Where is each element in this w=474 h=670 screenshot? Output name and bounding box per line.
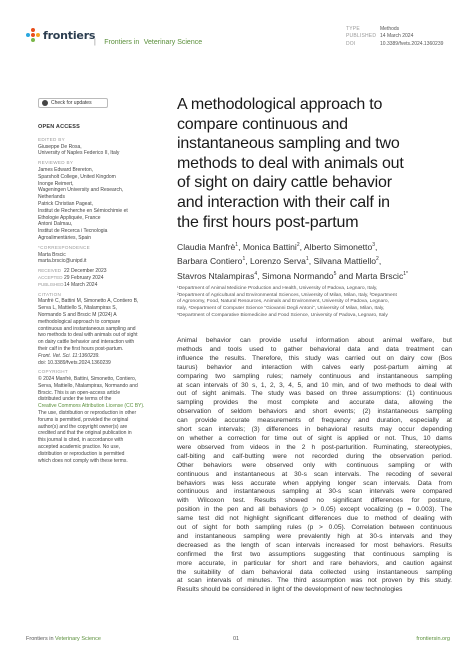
copyright-line: distribution or reproduction is permitted [38,450,125,457]
citation-line: methodological approach to compare [38,318,121,325]
citation-block [38,298,166,366]
reviewer-line: Patrick Christian Pageat, [38,200,94,207]
title-line: of sight on dairy cattle behavior [177,174,392,192]
edited-by-line: Giuseppe De Rosa, [38,143,82,150]
affiliation-line: ¹Department of Animal Medicine Production and Health, University of Padova, Legnaro, Italy, [177,286,378,291]
published-date-value: 14 March 2024 [64,281,98,288]
title-line: instantaneous sampling and two [177,135,400,153]
abstract-line: taurus) behavior and interaction with calves early post-partum aiming at [177,363,452,371]
page-number: 01 [233,636,240,642]
copyright-line: The use, distribution or reproduction in other [38,410,137,417]
title-line: methods to deal with animals out [177,154,404,172]
published-label: PUBLISHED [346,33,377,40]
correspondence-block [38,252,166,266]
abstract-line: behaviors was less accurate when applying longer scan intervals. Data from [177,479,452,487]
citation-line: continuous and instantaneous sampling and [38,325,136,332]
copyright-line: which does not comply with these terms. [38,457,128,464]
abstract-line: Other behaviors were observed only with continuous sampling or with [177,461,452,469]
title-line: the first hours post-partum [177,213,359,231]
published-value: 14 March 2024 [380,33,414,40]
abstract-line: at scan intervals of 30 s, 1, 2, 3, 4, 5, and 10 min, and of two methods to deal with [177,381,452,389]
reviewed-by-label: REVIEWED BY [38,160,74,166]
logo-text: frontiers [43,28,96,42]
logo-dot [31,38,35,42]
abstract-line: position in the pen and all behaviors (p > 0.05) except vocalizing (p = 0.003). The [177,506,452,514]
abstract-line: with Wilcoxon test. Results showed no significant differences for posture, [177,497,452,505]
affiliation-line: Italy, ⁴Department of Computer Science "Giovanni Degli Antoni", University of Milan, Milan, Italy, [177,306,385,312]
footer-site-link[interactable]: frontiersin.org [416,636,450,642]
author-affil-marker: 1 [235,242,239,248]
author-affil-marker: 2 [376,256,379,263]
copyright-block [38,376,166,464]
article-dates [38,268,166,288]
reviewer-line: Institut de Recherche en Sémiochimie et [38,207,128,214]
author-affil-marker: 4 [254,270,258,277]
check-updates-button[interactable] [38,98,108,108]
header-journal-prefix[interactable]: Frontiers in [104,39,140,46]
cc-license-link[interactable]: Creative Commons Attribution License (CC BY). [38,403,145,410]
abstract-line: were observed from videos in the 2 h post-parturition. Ruminating, stereotypies, [177,443,452,451]
article-title [177,95,457,232]
accepted-value: 29 February 2024 [64,274,104,281]
author-separator: , [378,256,382,267]
citation-line: Manfrè C, Battini M, Simonetto A, Contiero B, [38,298,139,305]
reviewer-line: Antoni Dalmau, [38,221,73,228]
abstract-line: can provide accurate measurements of frequency and duration, especially at [177,417,452,425]
type-value: Methods [380,26,400,32]
affiliation-line: of Agronomy, Food, Natural Resources, Animals and Environment, University of Padova, Legnaro, [177,299,389,305]
copyright-line: credited and that the original publication in [38,430,132,437]
abstract-line: out of sight for both sampling rules (p > 0.05). Correlation between continuous [177,524,452,532]
frontiers-logo[interactable] [26,28,95,42]
copyright-line: forums is permitted, provided the original [38,416,129,423]
reviewer-line: Ethologie Appliquée, France [38,214,101,221]
footer-journal [26,636,101,642]
logo-dot [26,33,30,37]
author-name[interactable]: Barbara Contiero [177,256,243,267]
edited-by-line: University of Naples Federico II, Italy [38,150,120,157]
author-name[interactable]: , Lorenzo Serva [245,256,306,267]
author-affil-marker: 1 [305,256,309,263]
author-name[interactable]: , Monica Battini [238,241,297,252]
edited-by-label: EDITED BY [38,136,65,142]
type-label: TYPE [346,26,360,32]
affiliation-line: ⁵Department of Comparative Biomedicine and Food Science, University of Padova, Legnaro, Italy [177,312,388,318]
author-separator: , [375,241,378,252]
copyright-line: distributed under the terms of the [38,396,112,403]
reviewer-line: Sparsholt College, United Kingdom [38,173,116,180]
citation-line: on dairy cattle behavior and interaction with [38,339,135,346]
citation-line: Normando S and Brscic M (2024) A [38,311,117,318]
abstract-line: methods and tools used to gather behavioral data and data treatment can [177,345,452,353]
abstract-line: the suitability of dam behavioral data collected using instantaneous sampling [177,568,452,576]
received-value: 22 December 2023 [64,268,107,275]
citation-doi[interactable]: doi: 10.3389/fvets.2024.1360239 [38,359,111,366]
header-separator: | [94,39,96,46]
author-affil-marker: 1* [403,270,408,277]
copyright-line: © 2024 Manfrè, Battini, Simonetto, Contiero, [38,376,137,383]
reviewer-line: Institut de Recerca i Tecnologia [38,228,108,235]
abstract-line: at scan intervals of minutes. The third assumption was not proven by this study. [177,577,452,585]
author-affil-marker: 3 [372,242,376,248]
reviewer-line: Netherlands [38,194,65,201]
published-date-label: PUBLISHED [38,281,64,287]
correspondence-label: *CORRESPONDENCE [38,244,90,250]
author-line [177,268,457,282]
page-header [26,26,450,56]
article-sidebar [38,98,166,467]
reviewer-line: Inonge Reimert, [38,180,74,187]
author-name[interactable]: Claudia Manfrè [177,241,236,252]
reviewer-line: James Edward Brereton, [38,166,94,173]
abstract-line: comparing two sampling rules; namely continuous and instantaneous sampling [177,372,452,380]
abstract-line: same test did not highlight significant differences due to method of dealing with [177,515,452,523]
abstract-line: sampling provides the most complete and accurate data, allowing the [177,399,452,407]
check-updates-label: Check for updates [51,99,92,106]
abstract-line: calf-biting and calf-butting were not recorded during the observation period. [177,452,452,460]
reviewed-by-list [38,167,166,242]
doi-label: DOI [346,40,356,47]
footer-journal-prefix: Frontiers in [26,636,54,642]
check-updates-icon [42,100,48,106]
author-name[interactable]: , Silvana Mattiello [308,256,377,267]
abstract-line: influence the results. Therefore, this study was carried out on dairy cow (Bos [177,354,452,362]
affiliations [177,286,457,320]
accepted-label: ACCEPTED [38,274,63,280]
abstract-line: and instantaneous sampling were prevalently high at 30-s intervals and they [177,532,452,540]
frontiers-logo-icon [26,28,40,42]
title-line: and interaction with their calf in [177,193,390,211]
open-access-label: OPEN ACCESS [38,124,81,130]
author-name[interactable]: Stavros Ntalampiras [177,270,255,281]
citation-line: two methods to deal with animals out of sight [38,332,138,339]
author-affil-marker: 2 [296,242,300,248]
abstract-line: continuous and instantaneous sampling at 30-s scan intervals were compared [177,488,452,496]
copyright-line: Serva, Mattiello, Ntalampiras, Normando and [38,382,138,389]
logo-dot [31,33,35,37]
abstract-line: continuous and instantaneous at 30-s scan intervals. The recoding of several [177,470,452,478]
author-line [177,253,457,267]
copyright-line: accepted academic practice. No use, [38,444,120,451]
citation-line: Front. Vet. Sci. 11:1360239. [38,352,100,359]
title-line: compare continuous and [177,115,348,133]
abstract-line: more accurate, in particular for short and rare behaviors, and caution against [177,559,452,567]
copyright-line: Brscic. This is an open-access article [38,389,121,396]
abstract-line: on whether a correction for time out of sight is applied or not. Thus, 10 dams [177,434,452,442]
reviewer-line: Agroalimentàries, Spain [38,234,92,241]
logo-dot [31,28,35,32]
abstract-line: decreased as the length of scan intervals increased for most behaviors. Results [177,541,452,549]
author-name[interactable]: , Simona Normando [257,270,334,281]
author-affil-marker: 5 [333,270,337,277]
article-meta [346,26,443,48]
footer-journal-name[interactable]: Veterinary Science [55,636,101,642]
author-affil-marker: 1 [242,256,246,263]
reviewer-line: Wageningen University and Research, [38,187,124,194]
received-label: RECEIVED [38,268,62,274]
edited-by-list [38,144,166,158]
copyright-label: COPYRIGHT [38,369,69,375]
abstract-line: confirmed the first two assumptions suggesting that continuous sampling is [177,550,452,558]
correspondence-name: Marta Brscic [38,251,66,258]
author-line [177,239,457,253]
author-name[interactable]: , Alberto Simonetto [299,241,373,252]
copyright-line: this journal is cited, in accordance with [38,437,124,444]
abstract-line: observation of seldom behaviors and short events; (2) instantaneous sampling [177,408,452,416]
logo-dot [36,33,40,37]
abstract-line: Results should be considered in light of the development of new technologies [177,586,403,594]
abstract-line: out of sight animals. The study was based on three assumptions: (1) continuous [177,390,452,398]
abstract-line: Animal behavior can provide useful information about animal welfare, but [177,337,452,344]
citation-label: CITATION [38,291,62,297]
correspondence-email[interactable]: marta.brscic@unipd.it [38,258,87,265]
affiliation-line: ²Department of Agricultural and Environmental Sciences, University of Milan, Milan, Italy, ³Department [177,292,397,298]
copyright-line: author(s) and the copyright owner(s) are [38,423,128,430]
doi-value[interactable]: 10.3389/fvets.2024.1360239 [380,40,444,47]
citation-line: their calf in the first hours post-partum. [38,345,124,352]
author-list [177,239,457,282]
header-journal-name[interactable]: Veterinary Science [143,39,203,46]
author-name[interactable]: and Marta Brscic [336,270,404,281]
abstract [177,337,452,595]
citation-line: Serva L, Mattiello S, Ntalampiras S, [38,305,117,312]
title-line: A methodological approach to [177,96,383,113]
abstract-line: short scan intervals; (3) differences in behavioral results may occur depending [177,426,452,434]
